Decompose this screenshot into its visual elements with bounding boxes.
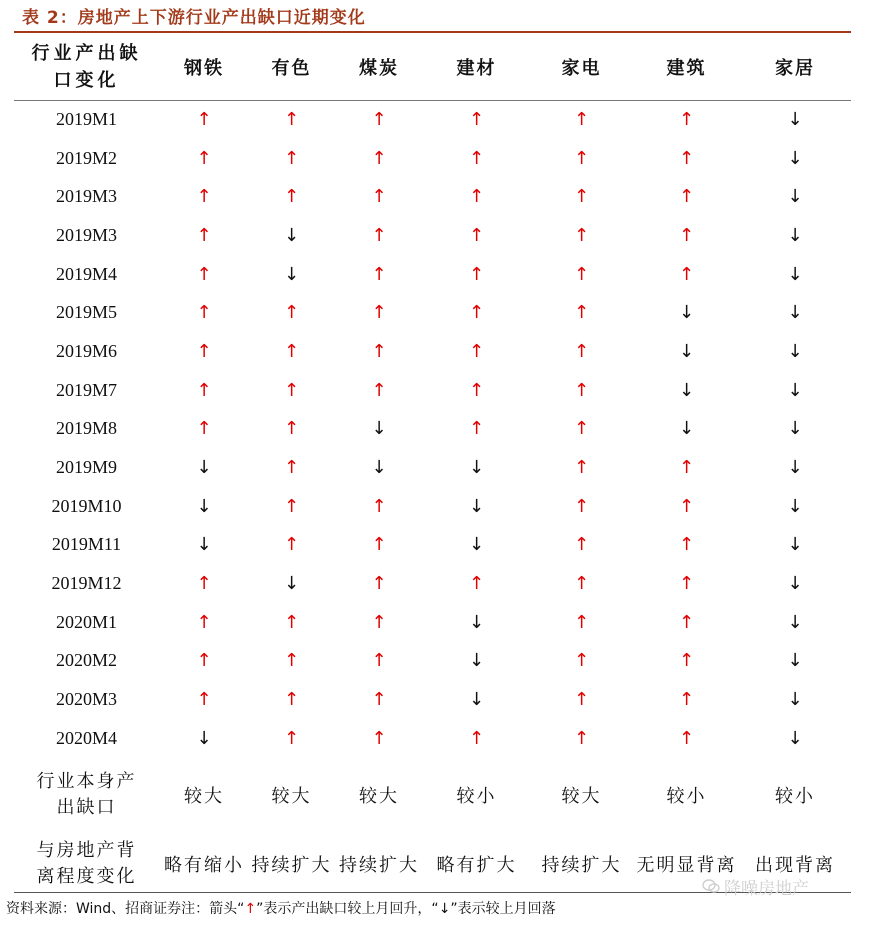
arrow-up-icon: ↑ [196,379,212,401]
arrow-up-icon: ↑ [468,573,485,595]
table-row [14,603,851,642]
arrow-up-icon: ↑ [283,379,300,401]
summary-divergence-cell: 略有扩大 [436,854,517,876]
col-header-building-materials: 建材 [456,57,497,79]
arrow-down-icon: ↓ [787,495,803,517]
summary-divergence-cell: 持续扩大 [251,854,332,876]
period-cell: 2019M5 [55,302,117,323]
arrow-down-icon: ↓ [196,534,212,556]
arrow-up-icon: ↑ [573,108,590,130]
table-row [14,100,851,139]
period-cell: 2019M12 [51,573,122,594]
col-header-coal: 煤炭 [359,57,399,79]
arrow-up-icon: ↑ [468,418,485,440]
arrow-down-icon: ↓ [787,689,803,711]
arrow-up-icon: ↑ [196,611,212,633]
table-row [14,371,851,410]
down-arrow-icon: ↓ [438,901,451,917]
col-header-appliances: 家电 [561,57,602,79]
arrow-up-icon: ↑ [283,457,300,479]
arrow-down-icon: ↓ [283,224,300,246]
summary-gap-cell: 较小 [666,785,707,807]
arrow-up-icon: ↑ [283,147,300,169]
summary-divergence-cell: 持续扩大 [339,854,419,876]
arrow-up-icon: ↑ [573,573,590,595]
arrow-up-icon: ↑ [468,147,485,169]
arrow-up-icon: ↑ [283,186,300,208]
arrow-down-icon: ↓ [468,611,485,633]
arrow-up-icon: ↑ [678,147,695,169]
arrow-up-icon: ↑ [573,534,590,556]
arrow-up-icon: ↑ [196,186,212,208]
arrow-up-icon: ↑ [573,340,590,362]
arrow-up-icon: ↑ [573,611,590,633]
arrow-up-icon: ↑ [468,186,485,208]
summary-gap-cell: 较小 [456,785,497,807]
arrow-up-icon: ↑ [678,573,695,595]
table-row [14,487,851,526]
arrow-up-icon: ↑ [573,379,590,401]
summary-divergence-cell: 略有缩小 [164,854,244,876]
arrow-up-icon: ↑ [371,147,387,169]
table-row [14,680,851,719]
period-cell: 2019M11 [51,534,122,555]
arrow-up-icon: ↑ [573,495,590,517]
period-cell: 2019M8 [55,418,117,439]
period-cell: 2019M4 [55,263,117,284]
col-header-nonferrous: 有色 [271,57,312,79]
arrow-up-icon: ↑ [678,689,695,711]
period-cell: 2019M6 [55,340,117,361]
table-row [14,255,851,294]
arrow-down-icon: ↓ [787,186,803,208]
period-cell: 2020M1 [55,611,117,632]
arrow-down-icon: ↓ [787,302,803,324]
watermark-text: 降噪房地产 [724,879,809,899]
arrow-up-icon: ↑ [678,727,695,749]
summary-gap-label: 行业本身产 出缺口 [36,770,137,818]
arrow-up-icon: ↑ [371,108,387,130]
table-row [14,293,851,332]
summary-gap-cell: 较大 [184,785,224,807]
arrow-up-icon: ↑ [573,457,590,479]
summary-divergence-cell: 无明显背离 [636,854,737,876]
arrow-up-icon: ↑ [468,340,485,362]
arrow-up-icon: ↑ [678,108,695,130]
arrow-up-icon: ↑ [371,302,387,324]
arrow-up-icon: ↑ [573,302,590,324]
arrow-down-icon: ↓ [468,650,485,672]
arrow-up-icon: ↑ [573,263,590,285]
arrow-up-icon: ↑ [678,224,695,246]
col-header-construction: 建筑 [666,57,707,79]
arrow-up-icon: ↑ [283,302,300,324]
table-row [14,642,851,681]
table-row [14,564,851,603]
arrow-up-icon: ↑ [678,186,695,208]
table-row [14,177,851,216]
arrow-down-icon: ↓ [787,611,803,633]
summary-divergence-label: 与房地产背 离程度变化 [36,839,137,887]
arrow-up-icon: ↑ [283,650,300,672]
arrow-up-icon: ↑ [283,689,300,711]
summary-gap-cell: 较小 [775,785,815,807]
arrow-down-icon: ↓ [787,108,803,130]
arrow-down-icon: ↓ [787,573,803,595]
arrow-down-icon: ↓ [196,727,212,749]
arrow-down-icon: ↓ [468,689,485,711]
arrow-up-icon: ↑ [678,495,695,517]
arrow-up-icon: ↑ [573,224,590,246]
arrow-up-icon: ↑ [196,689,212,711]
arrow-up-icon: ↑ [468,108,485,130]
period-cell: 2019M2 [55,147,117,168]
arrow-up-icon: ↑ [468,302,485,324]
arrow-up-icon: ↑ [573,650,590,672]
arrow-up-icon: ↑ [678,457,695,479]
period-cell: 2019M9 [55,457,117,478]
up-arrow-icon: ↑ [244,901,257,917]
arrow-up-icon: ↑ [371,689,387,711]
arrow-down-icon: ↓ [283,573,300,595]
arrow-up-icon: ↑ [678,263,695,285]
summary-divergence-cell: 出现背离 [755,854,835,876]
period-cell: 2020M3 [55,689,117,710]
table-row [14,139,851,178]
arrow-up-icon: ↑ [371,186,387,208]
header-row [14,33,851,100]
arrow-down-icon: ↓ [787,727,803,749]
wechat-icon [702,879,720,899]
arrow-up-icon: ↑ [573,689,590,711]
arrow-up-icon: ↑ [678,534,695,556]
period-cell: 2019M3 [55,186,117,207]
arrow-up-icon: ↑ [196,224,212,246]
arrow-up-icon: ↑ [371,573,387,595]
period-cell: 2019M3 [55,224,117,245]
arrow-up-icon: ↑ [196,263,212,285]
corner-header [14,33,159,100]
arrow-up-icon: ↑ [371,650,387,672]
arrow-up-icon: ↑ [371,263,387,285]
table-row [14,216,851,255]
arrow-up-icon: ↑ [573,727,590,749]
table-row [14,332,851,371]
arrow-down-icon: ↓ [787,457,803,479]
arrow-down-icon: ↓ [678,302,695,324]
arrow-up-icon: ↑ [468,224,485,246]
arrow-up-icon: ↑ [371,340,387,362]
arrow-up-icon: ↑ [573,418,590,440]
arrow-up-icon: ↑ [283,495,300,517]
output-gap-table [14,33,851,896]
arrow-down-icon: ↓ [787,534,803,556]
arrow-down-icon: ↓ [196,495,212,517]
arrow-up-icon: ↑ [371,727,387,749]
arrow-up-icon: ↑ [283,611,300,633]
arrow-up-icon: ↑ [371,495,387,517]
arrow-down-icon: ↓ [196,457,212,479]
summary-divergence-cell: 持续扩大 [541,854,622,876]
arrow-up-icon: ↑ [196,650,212,672]
table-row [14,448,851,487]
source-note: 资料来源：Wind、招商证券注：箭头“↑”表示产出缺口较上月回升，“↓”表示较上月回落 [6,901,556,917]
summary-gap-cell: 较大 [359,785,399,807]
arrow-up-icon: ↑ [196,573,212,595]
period-cell: 2019M7 [55,379,117,400]
arrow-up-icon: ↑ [196,302,212,324]
summary-gap-cell: 较大 [271,785,312,807]
arrow-up-icon: ↑ [678,650,695,672]
arrow-down-icon: ↓ [787,418,803,440]
table-row [14,526,851,565]
arrow-up-icon: ↑ [283,340,300,362]
arrow-down-icon: ↓ [371,457,387,479]
arrow-up-icon: ↑ [283,534,300,556]
arrow-up-icon: ↑ [283,108,300,130]
period-cell: 2020M4 [55,727,117,748]
period-cell: 2019M1 [55,108,117,129]
arrow-up-icon: ↑ [196,108,212,130]
arrow-up-icon: ↑ [283,727,300,749]
arrow-up-icon: ↑ [371,611,387,633]
arrow-up-icon: ↑ [573,147,590,169]
table-row [14,719,851,758]
arrow-up-icon: ↑ [468,263,485,285]
arrow-down-icon: ↓ [787,147,803,169]
period-cell: 2020M2 [55,650,117,671]
col-header-home-furnishing: 家居 [775,57,815,79]
arrow-up-icon: ↑ [196,147,212,169]
corner-header-line1: 行业产出缺 [31,42,142,64]
arrow-up-icon: ↑ [678,611,695,633]
corner-header-line2: 口变化 [53,69,120,91]
table-row [14,410,851,449]
arrow-down-icon: ↓ [787,263,803,285]
arrow-up-icon: ↑ [468,379,485,401]
arrow-down-icon: ↓ [678,340,695,362]
period-cell: 2019M10 [51,495,122,516]
arrow-up-icon: ↑ [371,224,387,246]
arrow-down-icon: ↓ [678,379,695,401]
arrow-down-icon: ↓ [468,495,485,517]
arrow-down-icon: ↓ [468,457,485,479]
arrow-down-icon: ↓ [283,263,300,285]
watermark [702,874,809,899]
arrow-down-icon: ↓ [787,224,803,246]
summary-gap-cell: 较大 [561,785,602,807]
summary-row-gap [14,758,851,832]
arrow-down-icon: ↓ [468,534,485,556]
arrow-up-icon: ↑ [196,340,212,362]
arrow-up-icon: ↑ [573,186,590,208]
table-title: 表 2：房地产上下游行业产出缺口近期变化 [22,8,366,28]
arrow-down-icon: ↓ [787,379,803,401]
arrow-down-icon: ↓ [371,418,387,440]
col-header-steel: 钢铁 [184,57,224,79]
arrow-up-icon: ↑ [371,379,387,401]
arrow-up-icon: ↑ [283,418,300,440]
arrow-down-icon: ↓ [787,650,803,672]
arrow-down-icon: ↓ [787,340,803,362]
arrow-up-icon: ↑ [371,534,387,556]
arrow-up-icon: ↑ [196,418,212,440]
arrow-down-icon: ↓ [678,418,695,440]
arrow-up-icon: ↑ [468,727,485,749]
